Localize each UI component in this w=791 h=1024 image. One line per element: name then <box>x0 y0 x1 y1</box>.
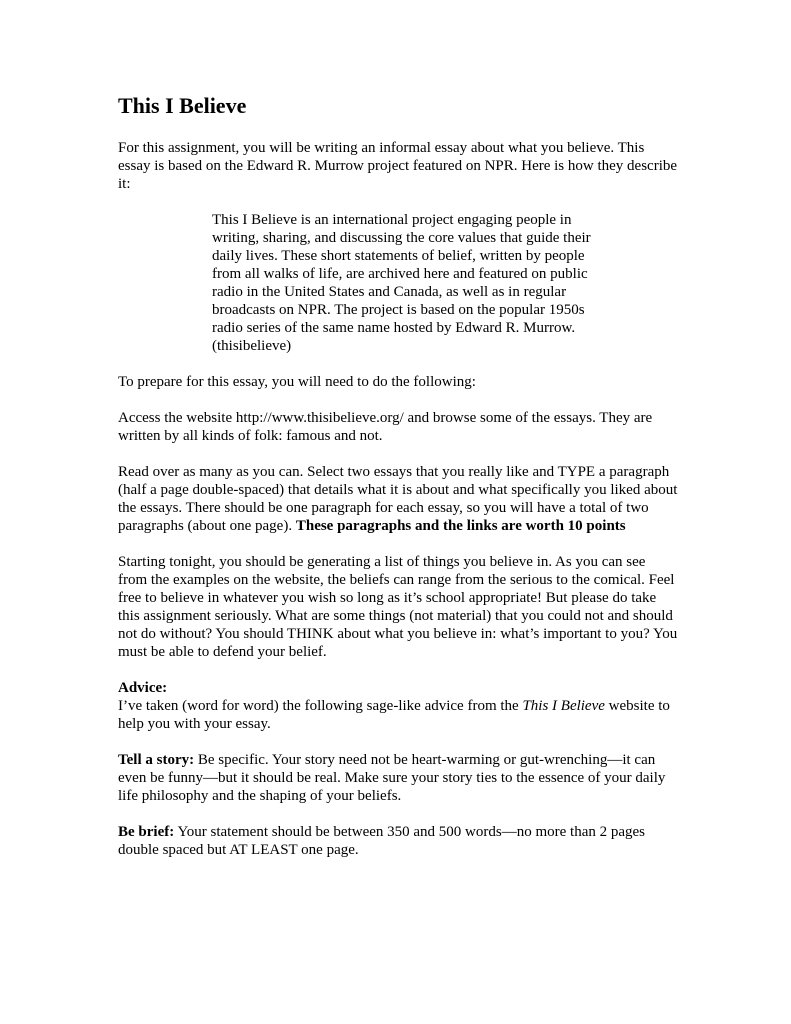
tell-story-paragraph <box>118 751 678 805</box>
tell-story-text: Be specific. Your story need not be heart-warming or gut-wrenching—it can even be funny—but it should be real. Make sure your story ties to the essence of your daily life philosophy and the shaping of your beliefs. <box>118 752 666 804</box>
advice-heading: Advice: <box>118 680 168 696</box>
tell-story-label: Tell a story: <box>118 752 195 768</box>
read-paragraph <box>118 463 678 535</box>
prepare-paragraph: To prepare for this essay, you will need to do the following: <box>118 374 476 390</box>
read-text: Read over as many as you can. Select two essays that you really like and TYPE a paragraph (half a page double-spaced) that details what it is about and what specifically you liked about the essays. There should be one paragraph for each essay, so you will have a total of two paragraphs (about one page). <box>118 464 678 534</box>
starting-paragraph: Starting tonight, you should be generating a list of things you believe in. As you can see from the examples on the website, the beliefs can range from the serious to the comical. Feel free to believe in whatever you wish so long as it’s school appropriate! But please do take this assignment seriously. What are some things (not material) that you could not and should not do without? You should THINK about what you believe in: what’s important to you? You must be able to defend your belief. <box>118 554 678 660</box>
npr-quote: This I Believe is an international project engaging people in writing, sharing, and discussing the core values that guide their daily lives. These short statements of belief, written by people from all walks of life, are archived here and featured on public radio in the United States and Canada, as well as in regular broadcasts on NPR. The project is based on the popular 1950s radio series of the same name hosted by Edward R. Murrow. (thisibelieve) <box>212 212 591 354</box>
advice-title-italic: This I Believe <box>522 698 605 714</box>
read-points-bold: These paragraphs and the links are worth 10 points <box>295 518 626 534</box>
document-title: This I Believe <box>118 93 247 118</box>
be-brief-text: Your statement should be between 350 and 500 words—no more than 2 pages double spaced but AT LEAST one page. <box>118 824 646 858</box>
document-page <box>118 92 678 877</box>
access-paragraph: Access the website http://www.thisibelieve.org/ and browse some of the essays. They are written by all kinds of folk: famous and not. <box>118 410 653 444</box>
advice-paragraph <box>118 679 678 733</box>
advice-text-after: website to help you with your essay. <box>118 698 670 732</box>
intro-paragraph: For this assignment, you will be writing an informal essay about what you believe. This essay is based on the Edward R. Murrow project featured on NPR. Here is how they describe it: <box>118 140 678 192</box>
be-brief-label: Be brief: <box>118 824 175 840</box>
advice-text-before: I’ve taken (word for word) the following sage-like advice from the <box>118 698 519 714</box>
be-brief-paragraph <box>118 823 678 859</box>
